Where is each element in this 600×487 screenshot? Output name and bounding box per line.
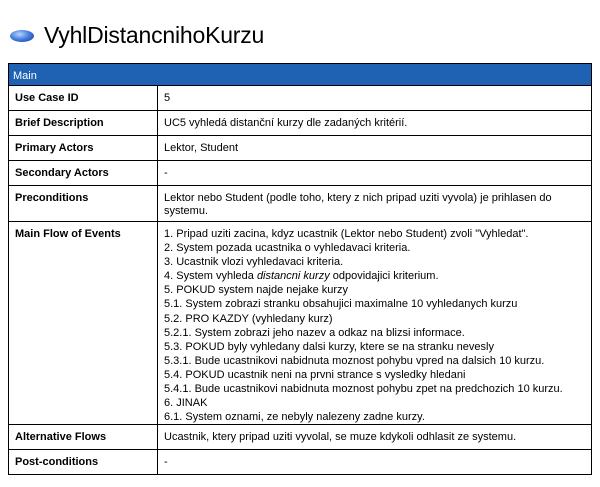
table-row-alternative-flows — [9, 425, 592, 450]
table-row-use-case-id — [9, 86, 592, 111]
flow-step: 5. POKUD system najde nejake kurzy — [164, 284, 349, 297]
row-value: UC5 vyhledá distanční kurzy dle zadaných kritérií. — [158, 111, 592, 136]
table-row-secondary-actors — [9, 161, 592, 186]
flow-step: 5.4. POKUD ucastnik neni na prvni strance s vysledky hledani — [164, 368, 466, 381]
main-flow-list — [158, 222, 592, 425]
flow-step: 5.1. System zobrazi stranku obsahujici maximalne 10 vyhledanych kurzu — [164, 298, 518, 311]
row-value: Lektor, Student — [158, 136, 592, 161]
table-row-primary-actors — [9, 136, 592, 161]
row-value — [158, 186, 592, 222]
table-row-post-conditions — [9, 450, 592, 475]
row-value: - — [158, 161, 592, 186]
row-value: Ucastnik, ktery pripad uziti vyvolal, se muze kdykoli odhlasit ze systemu. — [158, 425, 592, 450]
blue-oval-bullet-icon — [10, 30, 34, 42]
flow-step: 5.3.1. Bude ucastnikovi nabidnuta moznost pohybu vpred na dalsich 10 kurzu. — [164, 354, 545, 367]
flow-step-text: 4. System vyhleda — [164, 270, 257, 283]
row-label: Brief Description — [9, 111, 158, 136]
flow-step: 1. Pripad uziti zacina, kdyz ucastnik (Lektor nebo Student) zvoli "Vyhledat". — [164, 228, 529, 240]
flow-step-text: odpovidajici kriterium. — [329, 270, 439, 283]
row-label: Alternative Flows — [9, 425, 158, 450]
flow-step: 5.4.1. Bude ucastnikovi nabidnuta moznost pohybu zpet na predchozich 10 kurzu. — [164, 383, 563, 396]
page-title-container — [10, 20, 264, 50]
row-label: Secondary Actors — [9, 161, 158, 186]
flow-step: 5.2. PRO KAZDY (vyhledany kurz) — [164, 312, 333, 325]
flow-step: 2. System pozada ucastnika o vyhledavaci kriteria. — [164, 242, 411, 255]
row-value: - — [158, 450, 592, 475]
table-row-preconditions — [9, 186, 592, 222]
table-row-main-flow — [9, 222, 592, 425]
flow-step: 6.1. System oznami, ze nebyly nalezeny zadne kurzy. — [164, 411, 425, 424]
flow-step: 5.3. POKUD byly vyhledany dalsi kurzy, ktere se na stranku nevesly — [164, 340, 494, 353]
row-label: Preconditions — [9, 186, 158, 222]
flow-step-emphasis: distancni kurzy — [256, 270, 330, 283]
row-value: 5 — [158, 86, 592, 111]
row-label: Use Case ID — [9, 86, 158, 111]
precondition-line: systemu. — [164, 205, 209, 217]
row-label: Primary Actors — [9, 136, 158, 161]
section-header-main: Main — [9, 64, 592, 86]
use-case-table — [8, 63, 592, 475]
flow-step: 5.2.1. System zobrazi jeho nazev a odkaz na blizsi informace. — [164, 326, 465, 339]
flow-step: 6. JINAK — [164, 397, 208, 410]
row-label: Main Flow of Events — [9, 222, 158, 425]
precondition-line: Lektor nebo Student (podle toho, ktery z nich pripad uziti vyvola) je prihlasen do — [164, 192, 552, 204]
flow-step: 3. Ucastnik vlozi vyhledavaci kriteria. — [164, 256, 344, 269]
row-label: Post-conditions — [9, 450, 158, 475]
flow-step — [164, 269, 587, 283]
section-header-row — [9, 64, 592, 86]
page-title: VyhlDistancnihoKurzu — [44, 21, 265, 48]
table-row-brief-description — [9, 111, 592, 136]
